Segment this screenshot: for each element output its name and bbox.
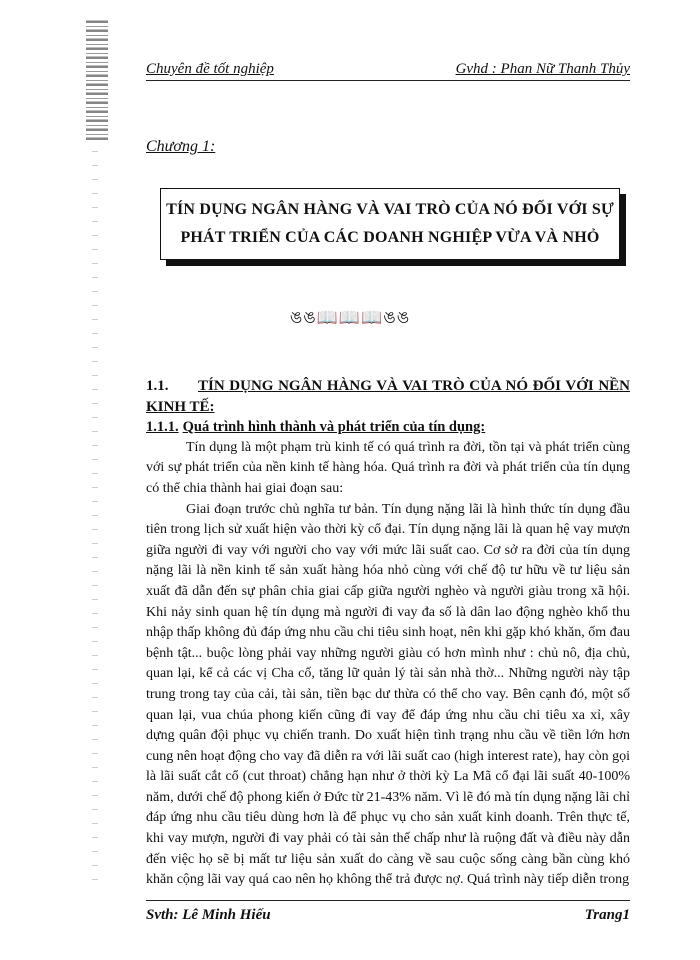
subsection-title: Quá trình hình thành và phát triển của tín dụng: xyxy=(182,419,486,436)
section-heading-1-1 xyxy=(146,376,630,417)
chapter-title-line-2: PHÁT TRIỂN CỦA CÁC DOANH NGHIỆP VỪA VÀ NHỎ xyxy=(180,229,600,246)
header-advisor-label: Gvhd : Phan Nữ Thanh Thủy xyxy=(455,61,630,77)
subsection-number: 1.1.1. xyxy=(146,419,179,436)
chapter-title-line-1: TÍN DỤNG NGÂN HÀNG VÀ VAI TRÒ CỦA NÓ ĐỐI VỚI SỰ xyxy=(166,201,614,218)
footer-student-label: Svth: Lê Minh Hiếu xyxy=(146,907,271,923)
header-thesis-label: Chuyên đề tốt nghiệp xyxy=(146,61,274,77)
paragraph-intro: Tín dụng là một phạm trù kinh tế có quá trình ra đời, tồn tại và phát triển cùng với sự phát triển của nền kinh tế hàng hóa. Quá trình ra đời và phát triển của tín dụng có thể chia thành hai giai đoạn sau: xyxy=(146,439,630,496)
chapter-label: Chương 1: xyxy=(146,138,216,155)
footer-page-number: Trang1 xyxy=(584,907,630,923)
page-header xyxy=(146,60,630,81)
document-body xyxy=(146,376,630,891)
section-number: 1.1. xyxy=(146,378,169,394)
section-heading-1-1-1 xyxy=(146,417,630,438)
ornament-divider: ঙঙ📖📖📖ঙঙ xyxy=(289,308,411,327)
paragraph-usury-credit: Giai đoạn trước chủ nghĩa tư bản. Tín dụng nặng lãi là hình thức tín dụng đầu tiên trong lịch sử xuất hiện vào thời kỳ cổ đại. Tín dụng nặng lãi là quan hệ vay mượn giữa người đi vay với người cho vay với mức lãi suất cao. Cơ sở ra đời của tín dụng nặng lãi là nền kinh tế sản xuất hàng hóa nhỏ cùng với chế độ tư hữu về tư liệu sản xuất đã dẫn đến sự phân chia giai cấp giữa người nghèo và người giàu trong xã hội. Khi nảy sinh quan hệ tín dụng mà người đi vay đa số là dân lao động nghèo khổ thu nhập thấp không đủ đáp ứng nhu cầu chi tiêu sinh hoạt, nên khi gặp khó khăn, ốm đau bệnh tật... buộc lòng phải vay những người giàu có hơn mình như : chủ nô, địa chủ, quan lại, kể cả các vị Cha cố, tăng lữ quản lý tài sản nhà thờ... Những người này tập trung trong tay của cải, tài sản, tiền bạc dư thừa có thể cho vay. Bên cạnh đó, một số quan lại, vua chúa phong kiến cũng đi vay để đáp ứng nhu cầu chi tiêu xa xỉ, xây dựng quân đội phục vụ chiến tranh. Do xuất hiện tình trạng nhu cầu về tiền lớn hơn cung nên hoạt động cho vay đã diễn ra với lãi suất cao (high interest rate), hay còn gọi là lãi suất cắt cổ (cut throat) chẳng hạn như ở thời kỳ La Mã cổ đại lãi suất 40-100% năm, dưới chế độ phong kiến ở Đức từ 21-43% năm. Vì lẽ đó mà tín dụng nặng lãi chỉ đáp ứng nhu cầu tiêu dùng hơn là để phục vụ cho sản xuất kinh doanh. Trên thực tế, khi vay mượn, người đi vay phải có tài sản thế chấp như là ruộng đất và điều này dẫn đến việc họ sẽ bị mất tư liệu sản xuất do càng về sau cuộc sống càng bần cùng khó khăn cộng lãi vay quá cao nên họ không thể trả được nợ. Quá trình này tiếp diễn trong xyxy=(146,501,630,888)
scan-binding-marks xyxy=(92,140,98,880)
scan-binding-edge xyxy=(86,20,108,140)
page-footer xyxy=(146,900,630,925)
chapter-title-box xyxy=(160,188,620,260)
section-title: TÍN DỤNG NGÂN HÀNG VÀ VAI TRÒ CỦA NÓ ĐỐI VỚI NỀN KINH TẾ: xyxy=(146,378,630,415)
